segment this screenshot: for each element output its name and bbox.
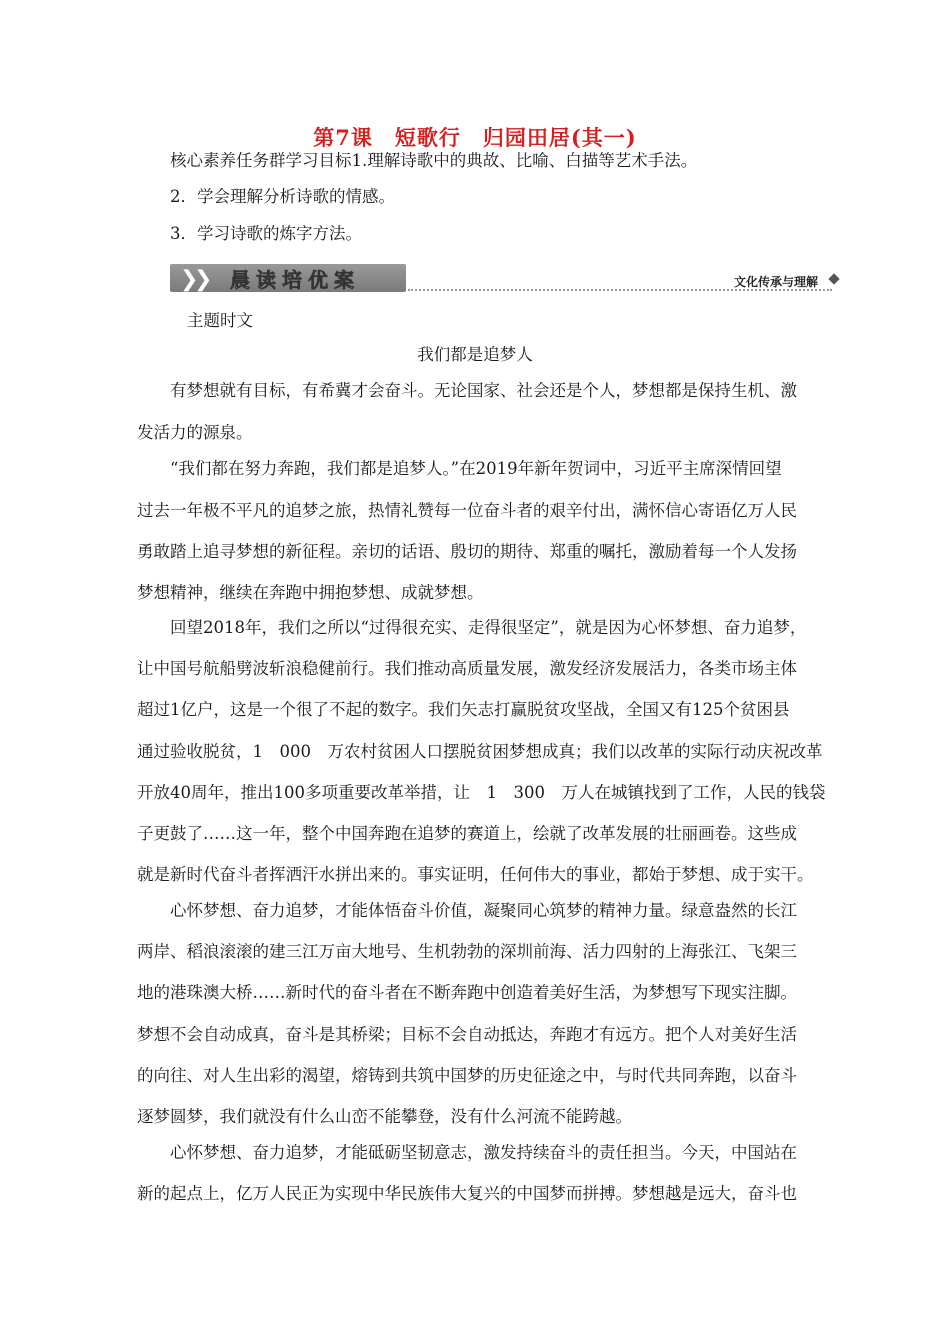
section-label: 主题时文 (187, 311, 253, 330)
article-title: 我们都是追梦人 (417, 345, 533, 364)
body-line: 心怀梦想、奋力追梦，才能体悟奋斗价值，凝聚同心筑梦的精神力量。绿意盎然的长江 (170, 901, 797, 920)
body-line: “我们都在努力奔跑，我们都是追梦人。”在2019年新年贺词中，习近平主席深情回望 (170, 459, 782, 478)
body-line: 梦想精神，继续在奔跑中拥抱梦想、成就梦想。 (137, 583, 484, 602)
body-line: 过去一年极不平凡的追梦之旅，热情礼赞每一位奋斗者的艰辛付出，满怀信心寄语亿万人民 (137, 501, 797, 520)
body-line: 的向往、对人生出彩的渴望，熔铸到共筑中国梦的历史征途之中，与时代共同奔跑，以奋斗 (137, 1066, 797, 1085)
body-line: 让中国号航船劈波斩浪稳健前行。我们推动高质量发展，激发经济发展活力，各类市场主体 (137, 659, 797, 678)
body-line: 子更鼓了……这一年，整个中国奔跑在追梦的赛道上，绘就了改革发展的壮丽画卷。这些成 (137, 824, 797, 843)
goal-line: 2．学会理解分析诗歌的情感。 (170, 187, 395, 206)
lesson-title: 第7课 短歌行 归园田居(其一) (313, 125, 637, 150)
goal-line: 核心素养任务群学习目标1.理解诗歌中的典故、比喻、白描等艺术手法。 (170, 151, 698, 170)
body-line: 勇敢踏上追寻梦想的新征程。亲切的话语、殷切的期待、郑重的嘱托，激励着每一个人发扬 (137, 542, 797, 561)
chevron-right-icon: ❯ (194, 267, 213, 292)
diamond-icon (828, 273, 839, 284)
body-line: 超过1亿户，这是一个很了不起的数字。我们矢志打赢脱贫攻坚战，全国又有125个贫困县 (137, 700, 790, 719)
body-line: 开放40周年，推出100多项重要改革举措，让 1 300 万人在城镇找到了工作，人民的钱袋 (137, 783, 826, 802)
body-line: 新的起点上，亿万人民正为实现中华民族伟大复兴的中国梦而拼搏。梦想越是远大，奋斗也 (137, 1184, 797, 1203)
goal-line: 3．学习诗歌的炼字方法。 (170, 224, 362, 243)
banner-label: 文化传承与理解 (733, 275, 818, 289)
body-line: 逐梦圆梦，我们就没有什么山峦不能攀登，没有什么河流不能跨越。 (137, 1107, 632, 1126)
section-banner (170, 262, 840, 296)
body-line: 回望2018年，我们之所以“过得很充实、走得很坚定”，就是因为心怀梦想、奋力追梦， (170, 618, 807, 637)
body-line: 通过验收脱贫，1 000 万农村贫困人口摆脱贫困梦想成真；我们以改革的实际行动庆祝改革 (137, 742, 823, 761)
banner-bar (170, 264, 406, 292)
body-line: 梦想不会自动成真，奋斗是其桥梁；目标不会自动抵达，奔跑才有远方。把个人对美好生活 (137, 1025, 797, 1044)
banner-title: 晨读培优案 (230, 268, 360, 292)
chevron-right-icon: ❯ (180, 267, 199, 292)
body-line: 心怀梦想、奋力追梦，才能砥砺坚韧意志，激发持续奋斗的责任担当。今天，中国站在 (170, 1143, 797, 1162)
body-line: 地的港珠澳大桥……新时代的奋斗者在不断奔跑中创造着美好生活，为梦想写下现实注脚。 (137, 983, 797, 1002)
body-line: 就是新时代奋斗者挥洒汗水拼出来的。事实证明，任何伟大的事业，都始于梦想、成于实干。 (137, 865, 814, 884)
body-line: 有梦想就有目标，有希冀才会奋斗。无论国家、社会还是个人，梦想都是保持生机、激 (170, 381, 797, 400)
body-line: 发活力的源泉。 (137, 423, 253, 442)
body-line: 两岸、稻浪滚滚的建三江万亩大地号、生机勃勃的深圳前海、活力四射的上海张江、飞架三 (137, 942, 797, 961)
